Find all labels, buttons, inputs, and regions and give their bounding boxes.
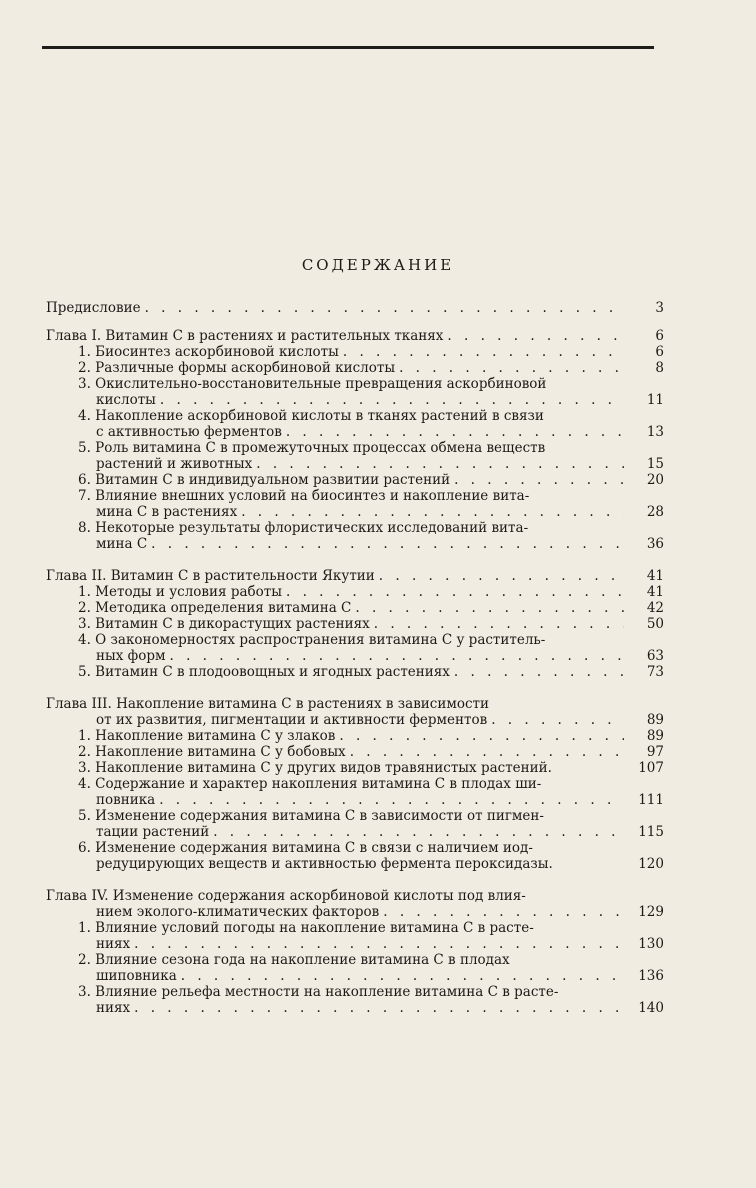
toc-item [46,840,664,872]
page-number: 11 [646,392,664,408]
leader-dots [447,328,624,344]
toc-entry-text: 6. Витамин С в индивидуальном развитии растений [78,472,451,488]
leader-dots [491,712,624,728]
toc-entry-text: 3. Окислительно-восстановительные превращения аскорбиновой [78,376,547,392]
toc-item [46,760,664,776]
page-number: 6 [655,328,664,344]
toc-item [46,408,664,440]
page-number: 63 [646,648,664,664]
toc-entry-text: 8. Некоторые результаты флористических исследований вита- [78,520,529,536]
leader-dots [256,456,624,472]
toc-chapter [46,568,664,584]
toc-entry-text: нием эколого-климатических факторов [96,904,380,920]
page-number: 13 [646,424,664,440]
toc-entry-text: шиповника [96,968,177,984]
toc-entry-text: ниях [96,936,131,952]
leader-dots [355,600,624,616]
toc-item [46,472,664,488]
toc-item [46,584,664,600]
toc-entry-text: 6. Изменение содержания витамина С в связи с наличием иод- [78,840,533,856]
page-number: 28 [646,504,664,520]
page-number: 140 [638,1000,664,1016]
toc-item [46,728,664,744]
leader-dots [454,472,624,488]
toc-item [46,632,664,664]
page-number: 97 [646,744,664,760]
toc-entry-text: Предисловие [46,300,141,316]
leader-dots [399,360,624,376]
leader-dots [181,968,624,984]
leader-dots [379,568,624,584]
page-number: 136 [638,968,664,984]
leader-dots [454,664,624,680]
toc-entry-text: 1. Накопление витамина С у злаков [78,728,336,744]
toc-entry-text: 4. О закономерностях распространения витамина С у раститель- [78,632,546,648]
page-number: 36 [646,536,664,552]
leader-dots [134,936,624,952]
toc-item [46,776,664,808]
toc-entry-text: от их развития, пигментации и активности ферментов [96,712,488,728]
toc-item [46,808,664,840]
leader-dots [339,728,624,744]
leader-dots [241,504,624,520]
toc-item [46,376,664,408]
toc-item [46,616,664,632]
page-number: 107 [638,760,664,776]
toc-chapter [46,328,664,344]
page-number: 41 [646,568,664,584]
leader-dots [213,824,624,840]
toc-entry-text: Глава IV. Изменение содержания аскорбиновой кислоты под влия- [46,888,526,904]
toc-preface [46,300,664,316]
toc-entry-text: Глава III. Накопление витамина С в растениях в зависимости [46,696,490,712]
leader-dots [169,648,624,664]
page-number: 73 [646,664,664,680]
toc-item [46,360,664,376]
page-number: 111 [638,792,664,808]
toc-item [46,344,664,360]
leader-dots [286,584,624,600]
toc-entry-text: с активностью ферментов [96,424,282,440]
toc-entry-text: мина С [96,536,148,552]
page-number: 3 [655,300,664,316]
page-number: 20 [646,472,664,488]
page-number: 8 [655,360,664,376]
toc-entry-text: 3. Витамин С в дикорастущих растениях [78,616,370,632]
leader-dots [151,536,624,552]
page-title: СОДЕРЖАНИЕ [301,256,455,274]
toc-item [46,664,664,680]
toc-entry-text: 3. Влияние рельефа местности на накопление витамина С в расте- [78,984,559,1000]
toc-entry-text: 4. Содержание и характер накопления витамина С в плодах ши- [78,776,542,792]
leader-dots [374,616,624,632]
toc-item [46,520,664,552]
toc-entry-text: 2. Накопление витамина С у бобовых [78,744,346,760]
page-number: 130 [638,936,664,952]
page-number: 42 [646,600,664,616]
toc-chapter [46,888,664,920]
toc-entry-text: 5. Изменение содержания витамина С в зависимости от пигмен- [78,808,544,824]
page-number: 15 [646,456,664,472]
toc-entry-text: 1. Методы и условия работы [78,584,282,600]
leader-dots [160,392,624,408]
leader-dots [383,904,624,920]
toc-entry-text: тации растений [96,824,210,840]
toc-item [46,744,664,760]
toc-entry-text: растений и животных [96,456,253,472]
toc-entry-text: ных форм [96,648,166,664]
leader-dots [343,344,624,360]
toc-item [46,600,664,616]
toc-entry-text: кислоты [96,392,156,408]
toc-entry-text: 5. Витамин С в плодоовощных и ягодных растениях [78,664,450,680]
page-number: 6 [655,344,664,360]
toc-item [46,440,664,472]
table-of-contents [46,300,664,1016]
page-number: 115 [638,824,664,840]
leader-dots [134,1000,624,1016]
toc-item [46,920,664,952]
page-number: 120 [638,856,664,872]
top-rule [42,46,654,49]
toc-item [46,488,664,520]
toc-entry-text: Глава II. Витамин С в растительности Якутии [46,568,375,584]
leader-dots [350,744,624,760]
page-number: 129 [638,904,664,920]
toc-entry-text: 7. Влияние внешних условий на биосинтез и накопление вита- [78,488,530,504]
toc-entry-text: редуцирующих веществ и активностью фермента пероксидазы. [96,856,553,872]
page-number: 41 [646,584,664,600]
leader-dots [286,424,624,440]
toc-entry-text: 4. Накопление аскорбиновой кислоты в тканях растений в связи [78,408,544,424]
toc-entry-text: 1. Влияние условий погоды на накопление витамина С в расте- [78,920,534,936]
toc-entry-text: 2. Методика определения витамина С [78,600,352,616]
toc-chapter [46,696,664,728]
toc-entry-text: 2. Влияние сезона года на накопление витамина С в плодах [78,952,510,968]
toc-item [46,984,664,1016]
toc-entry-text: Глава I. Витамин С в растениях и растительных тканях [46,328,444,344]
leader-dots [159,792,624,808]
page-number: 50 [646,616,664,632]
toc-entry-text: ниях [96,1000,131,1016]
page-number: 89 [646,728,664,744]
toc-entry-text: 2. Различные формы аскорбиновой кислоты [78,360,396,376]
toc-entry-text: 3. Накопление витамина С у других видов травянистых растений. [78,760,552,776]
toc-entry-text: 5. Роль витамина С в промежуточных процессах обмена веществ [78,440,546,456]
toc-item [46,952,664,984]
leader-dots [145,300,624,316]
toc-entry-text: мина С в растениях [96,504,238,520]
toc-entry-text: 1. Биосинтез аскорбиновой кислоты [78,344,339,360]
page-number: 89 [646,712,664,728]
toc-entry-text: повника [96,792,156,808]
